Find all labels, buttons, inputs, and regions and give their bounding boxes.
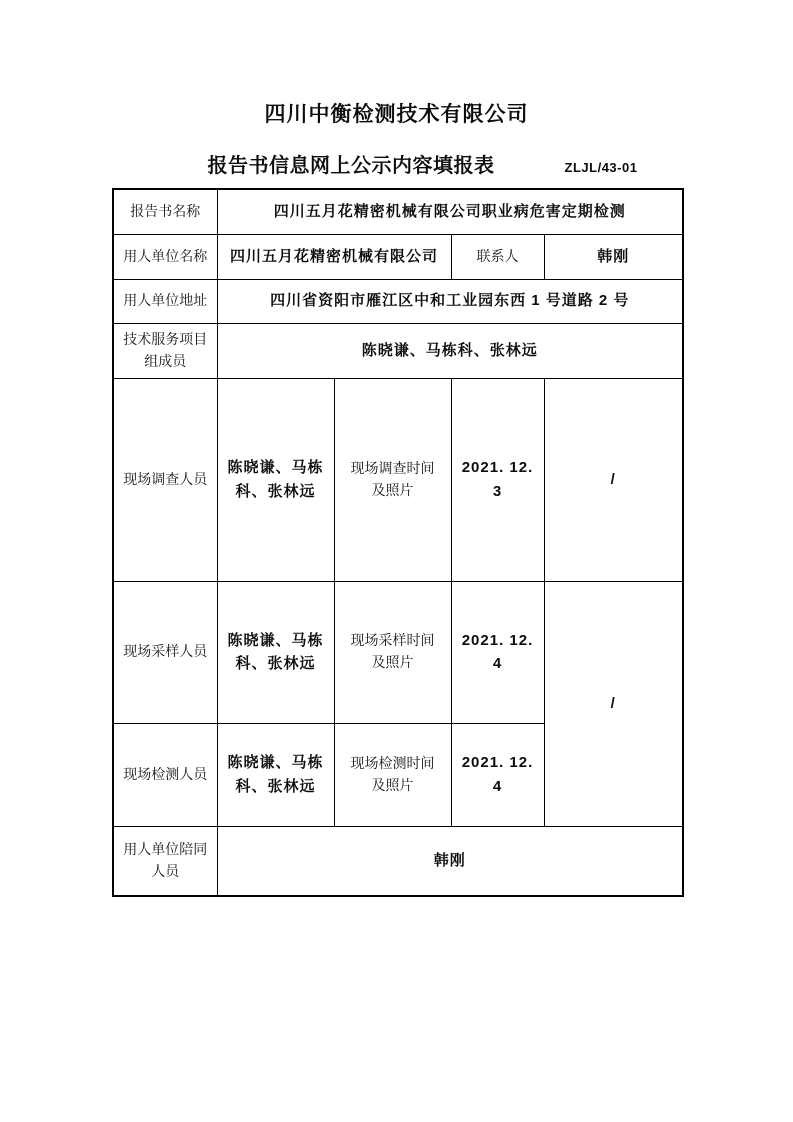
accompanying-value-cell: 韩刚	[217, 826, 683, 896]
site-survey-time-cell: 2021. 12. 3	[451, 378, 544, 581]
table-row	[113, 826, 683, 896]
site-sampling-time-cell: 2021. 12. 4	[451, 581, 544, 723]
site-testing-time-label-cell: 现场检测时间及照片	[334, 723, 451, 826]
contact-label-cell: 联系人	[451, 234, 544, 279]
site-survey-photo-cell: /	[544, 378, 683, 581]
site-survey-time-label-cell: 现场调查时间及照片	[334, 378, 451, 581]
site-survey-staff-cell: 陈晓谦、马栋科、张林远	[217, 378, 334, 581]
form-header-row	[26, 149, 793, 178]
site-testing-staff-cell: 陈晓谦、马栋科、张林远	[217, 723, 334, 826]
employer-name-label-cell: 用人单位名称	[113, 234, 217, 279]
form-title: 报告书信息网上公示内容填报表	[207, 155, 495, 177]
site-testing-time-cell: 2021. 12. 4	[451, 723, 544, 826]
page-title: 四川中衡检测技术有限公司	[264, 103, 529, 126]
employer-name-value-cell: 四川五月花精密机械有限公司	[217, 234, 451, 279]
site-sampling-staff-cell: 陈晓谦、马栋科、张林远	[217, 581, 334, 723]
report-disclosure-table	[112, 188, 684, 897]
project-team-value-cell: 陈晓谦、马栋科、张林远	[217, 323, 683, 378]
report-name-value-cell: 四川五月花精密机械有限公司职业病危害定期检测	[217, 189, 683, 234]
project-team-label-cell: 技术服务项目组成员	[113, 323, 217, 378]
accompanying-label-cell: 用人单位陪同人员	[113, 826, 217, 896]
form-code: ZLJL/43-01	[564, 160, 638, 175]
table-row	[113, 279, 683, 323]
site-testing-label-cell: 现场检测人员	[113, 723, 217, 826]
contact-value-cell: 韩刚	[544, 234, 683, 279]
site-survey-label-cell: 现场调查人员	[113, 378, 217, 581]
site-sampling-time-label-cell: 现场采样时间及照片	[334, 581, 451, 723]
sampling-testing-photo-cell: /	[544, 581, 683, 826]
table-row	[113, 234, 683, 279]
employer-address-value-cell: 四川省资阳市雁江区中和工业园东西 1 号道路 2 号	[217, 279, 683, 323]
table-row	[113, 189, 683, 234]
table-row	[113, 323, 683, 378]
employer-address-label-cell: 用人单位地址	[113, 279, 217, 323]
site-sampling-label-cell: 现场采样人员	[113, 581, 217, 723]
report-name-label-cell: 报告书名称	[113, 189, 217, 234]
table-row	[113, 581, 683, 723]
table-row	[113, 378, 683, 581]
